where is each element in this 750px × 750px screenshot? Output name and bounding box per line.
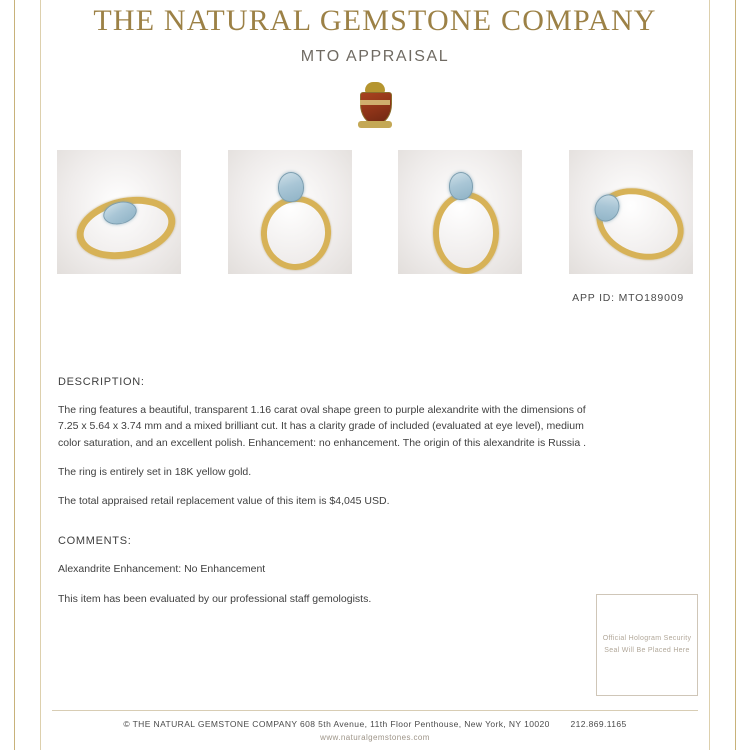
- footer-divider: [52, 710, 698, 711]
- description-label: DESCRIPTION:: [58, 376, 145, 388]
- ring-photo-4: [569, 150, 693, 274]
- right-border-rule-inner: [709, 0, 710, 750]
- heraldic-crest-icon: [358, 82, 392, 128]
- ring-photo-1: [57, 150, 181, 274]
- description-paragraph-3: The total appraised retail replacement value of this item is $4,045 USD.: [58, 495, 390, 508]
- left-border-rule-outer: [14, 0, 15, 750]
- left-border-rule-inner: [40, 0, 41, 750]
- ring-photo-2: [228, 150, 352, 274]
- hologram-seal-placeholder: [596, 594, 698, 696]
- description-section: [52, 376, 698, 607]
- photo-gallery: [52, 150, 698, 274]
- description-paragraph-2: The ring is entirely set in 18K yellow gold.: [58, 465, 252, 478]
- footer-phone: 212.869.1165: [570, 719, 627, 729]
- footer-website[interactable]: www.naturalgemstones.com: [320, 733, 430, 742]
- app-id-label: APP ID: MTO189009: [572, 292, 684, 304]
- footer-company-line: [52, 719, 698, 729]
- crest-container: [52, 82, 698, 128]
- description-paragraph-1: The ring features a beautiful, transparent 1.16 carat oval shape green to purple alexandrite with the dimensions of 7.25 x 5.64 x 3.74 mm and a mixed brilliant cut. It has a clarity grade of included (evaluated at eye level), medium color saturation, and an excellent polish. Enhancement: no enhancement. The origin of this alexandrite is Russia .: [58, 404, 587, 449]
- document-subtitle: MTO APPRAISAL: [300, 48, 450, 65]
- comments-label: COMMENTS:: [58, 535, 132, 548]
- comments-line-1: Alexandrite Enhancement: No Enhancement: [58, 563, 266, 576]
- page-footer: [52, 710, 698, 742]
- comments-line-2: This item has been evaluated by our professional staff gemologists.: [58, 592, 372, 605]
- right-border-rule-outer: [735, 0, 736, 750]
- ring-photo-3: [398, 150, 522, 274]
- footer-address: © THE NATURAL GEMSTONE COMPANY 608 5th Avenue, 11th Floor Penthouse, New York, NY 10020: [123, 719, 550, 729]
- hologram-seal-text: Official Hologram Security Seal Will Be Placed Here: [602, 635, 692, 654]
- company-title: THE NATURAL GEMSTONE COMPANY: [93, 4, 657, 37]
